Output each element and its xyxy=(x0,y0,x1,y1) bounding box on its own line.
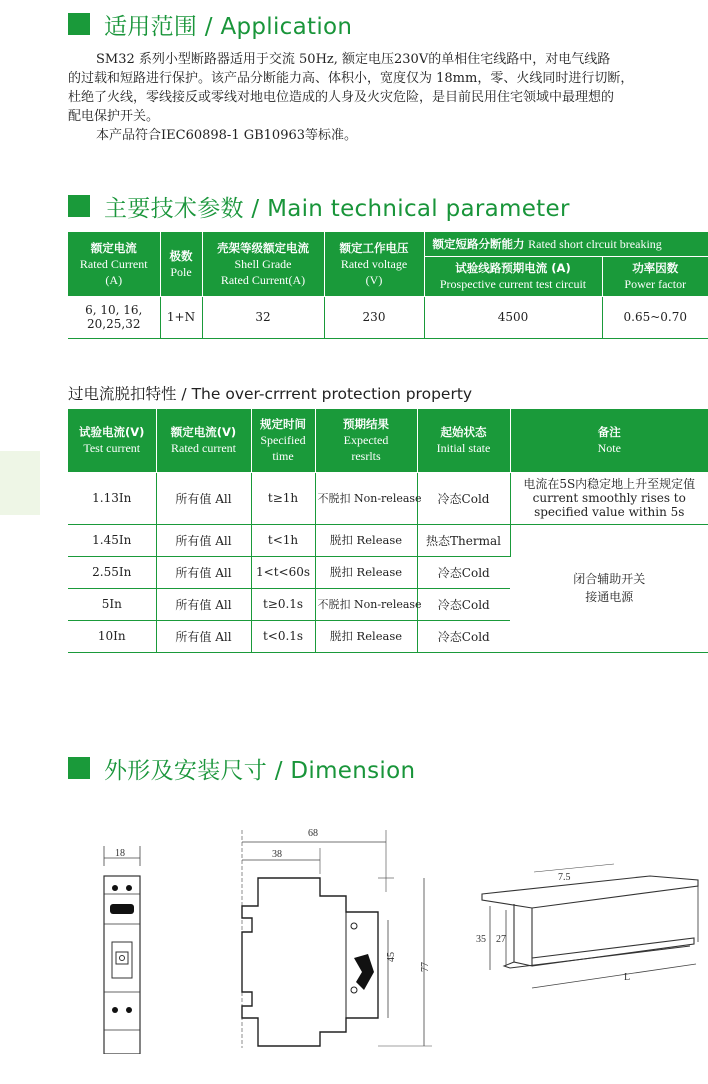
cell-result: 脱扣 Release xyxy=(315,620,417,652)
cell-voltage: 230 xyxy=(324,296,424,338)
rail-outer-label: 35 xyxy=(476,934,486,945)
cell-rated: 所有值 All xyxy=(156,556,251,588)
th-breaking-capacity: 额定短路分断能力 Rated short clrcuit breaking xyxy=(424,232,708,256)
th-shell-grade: 壳架等级额定电流 Shell Grade Rated Current(A) xyxy=(202,232,324,296)
cell-test-current: 4500 xyxy=(424,296,602,338)
cell-result: 不脱扣 Non-release xyxy=(315,472,417,524)
side-decoration xyxy=(0,451,40,515)
th-rated-voltage: 额定工作电压 Rated voltage (V) xyxy=(324,232,424,296)
cell-time: t<0.1s xyxy=(251,620,315,652)
side-partial-label: 38 xyxy=(272,849,282,860)
cell-note-2: 闭合辅助开关 接通电源 xyxy=(510,524,708,652)
param-table xyxy=(68,232,708,339)
cell-rated-current: 6, 10, 16, 20,25,32 xyxy=(68,296,160,338)
cell-time: 1<t<60s xyxy=(251,556,315,588)
main-params-title: 主要技术参数 / Main technical parameter xyxy=(104,195,570,222)
cell-time: t≥1h xyxy=(251,472,315,524)
rail-top-label: 7.5 xyxy=(558,872,571,883)
cell-init: 热态Thermal xyxy=(417,524,510,556)
front-view-drawing xyxy=(96,842,156,1054)
heading-square-icon xyxy=(68,757,90,779)
side-inner-label: 45 xyxy=(386,952,397,962)
th-rated-current: 额定电流 Rated Current (A) xyxy=(68,232,160,296)
th-test-current: 试验电流(V) Test current xyxy=(68,409,156,472)
table-row xyxy=(68,472,708,524)
cell-rated: 所有值 All xyxy=(156,524,251,556)
cell-result: 脱扣 Release xyxy=(315,556,417,588)
cell-rated: 所有值 All xyxy=(156,588,251,620)
cell-time: t≥0.1s xyxy=(251,588,315,620)
th-power-factor: 功率因数 Power factor xyxy=(602,256,708,296)
application-line-2: 的过载和短路进行保护。该产品分断能力高、体积小，宽度仅为 18mm，零、火线同时进行切断， xyxy=(68,71,634,86)
application-line-4: 配电保护开关。 xyxy=(68,109,160,124)
cell-rated: 所有值 All xyxy=(156,472,251,524)
cell-result: 不脱扣 Non-release xyxy=(315,588,417,620)
cell-init: 冷态Cold xyxy=(417,620,510,652)
th-rated-current: 额定电流(V) Rated current xyxy=(156,409,251,472)
cell-test: 10In xyxy=(68,620,156,652)
dimension-heading xyxy=(68,753,415,783)
application-text xyxy=(68,50,704,145)
cell-test: 1.13In xyxy=(68,472,156,524)
cell-rated: 所有值 All xyxy=(156,620,251,652)
heading-square-icon xyxy=(68,13,90,35)
front-width-label: 18 xyxy=(115,848,125,859)
protection-table xyxy=(68,409,708,653)
rail-inner-label: 27 xyxy=(496,934,506,945)
application-standards: 本产品符合IEC60898-1 GB10963等标准。 xyxy=(96,128,358,143)
din-rail-drawing xyxy=(474,862,702,1012)
cell-result: 脱扣 Release xyxy=(315,524,417,556)
table-row xyxy=(68,524,708,556)
th-initial-state: 起始状态 Initial state xyxy=(417,409,510,472)
cell-test: 5In xyxy=(68,588,156,620)
th-test-current: 试验线路预期电流 (A) Prospective current test circuit xyxy=(424,256,602,296)
side-total-label: 68 xyxy=(308,828,318,839)
heading-square-icon xyxy=(68,195,90,217)
cell-pole: 1+N xyxy=(160,296,202,338)
dimension-title: 外形及安装尺寸 / Dimension xyxy=(104,757,416,784)
side-height-label: 77 xyxy=(420,962,431,972)
cell-init: 冷态Cold xyxy=(417,588,510,620)
rail-length-label: L xyxy=(624,972,631,983)
application-title: 适用范围 / Application xyxy=(104,13,353,40)
cell-test: 2.55In xyxy=(68,556,156,588)
cell-power-factor: 0.65~0.70 xyxy=(602,296,708,338)
th-pole: 极数 Pole xyxy=(160,232,202,296)
cell-note-1: 电流在5S内稳定地上升至规定值 current smoothly rises to specified value within 5s xyxy=(510,472,708,524)
th-expected-results: 预期结果 Expected resrlts xyxy=(315,409,417,472)
cell-init: 冷态Cold xyxy=(417,472,510,524)
th-specified-time: 规定时间 Specified time xyxy=(251,409,315,472)
cell-test: 1.45In xyxy=(68,524,156,556)
table-row xyxy=(68,296,708,338)
protection-title: 过电流脱扣特性 / The over-crrrent protection property xyxy=(68,385,473,403)
side-view-drawing xyxy=(228,822,438,1054)
application-line-3: 杜绝了火线，零线接反或零线对地电位造成的人身及火灾危险，是目前民用住宅领域中最理想的 xyxy=(68,90,615,105)
application-heading xyxy=(68,9,352,39)
application-line-1: SM32 系列小型断路器适用于交流 50Hz, 额定电压230V的单相住宅线路中，对电气线路 xyxy=(96,52,611,67)
cell-shell: 32 xyxy=(202,296,324,338)
th-note: 备注 Note xyxy=(510,409,708,472)
cell-init: 冷态Cold xyxy=(417,556,510,588)
main-params-heading xyxy=(68,191,570,221)
cell-time: t<1h xyxy=(251,524,315,556)
